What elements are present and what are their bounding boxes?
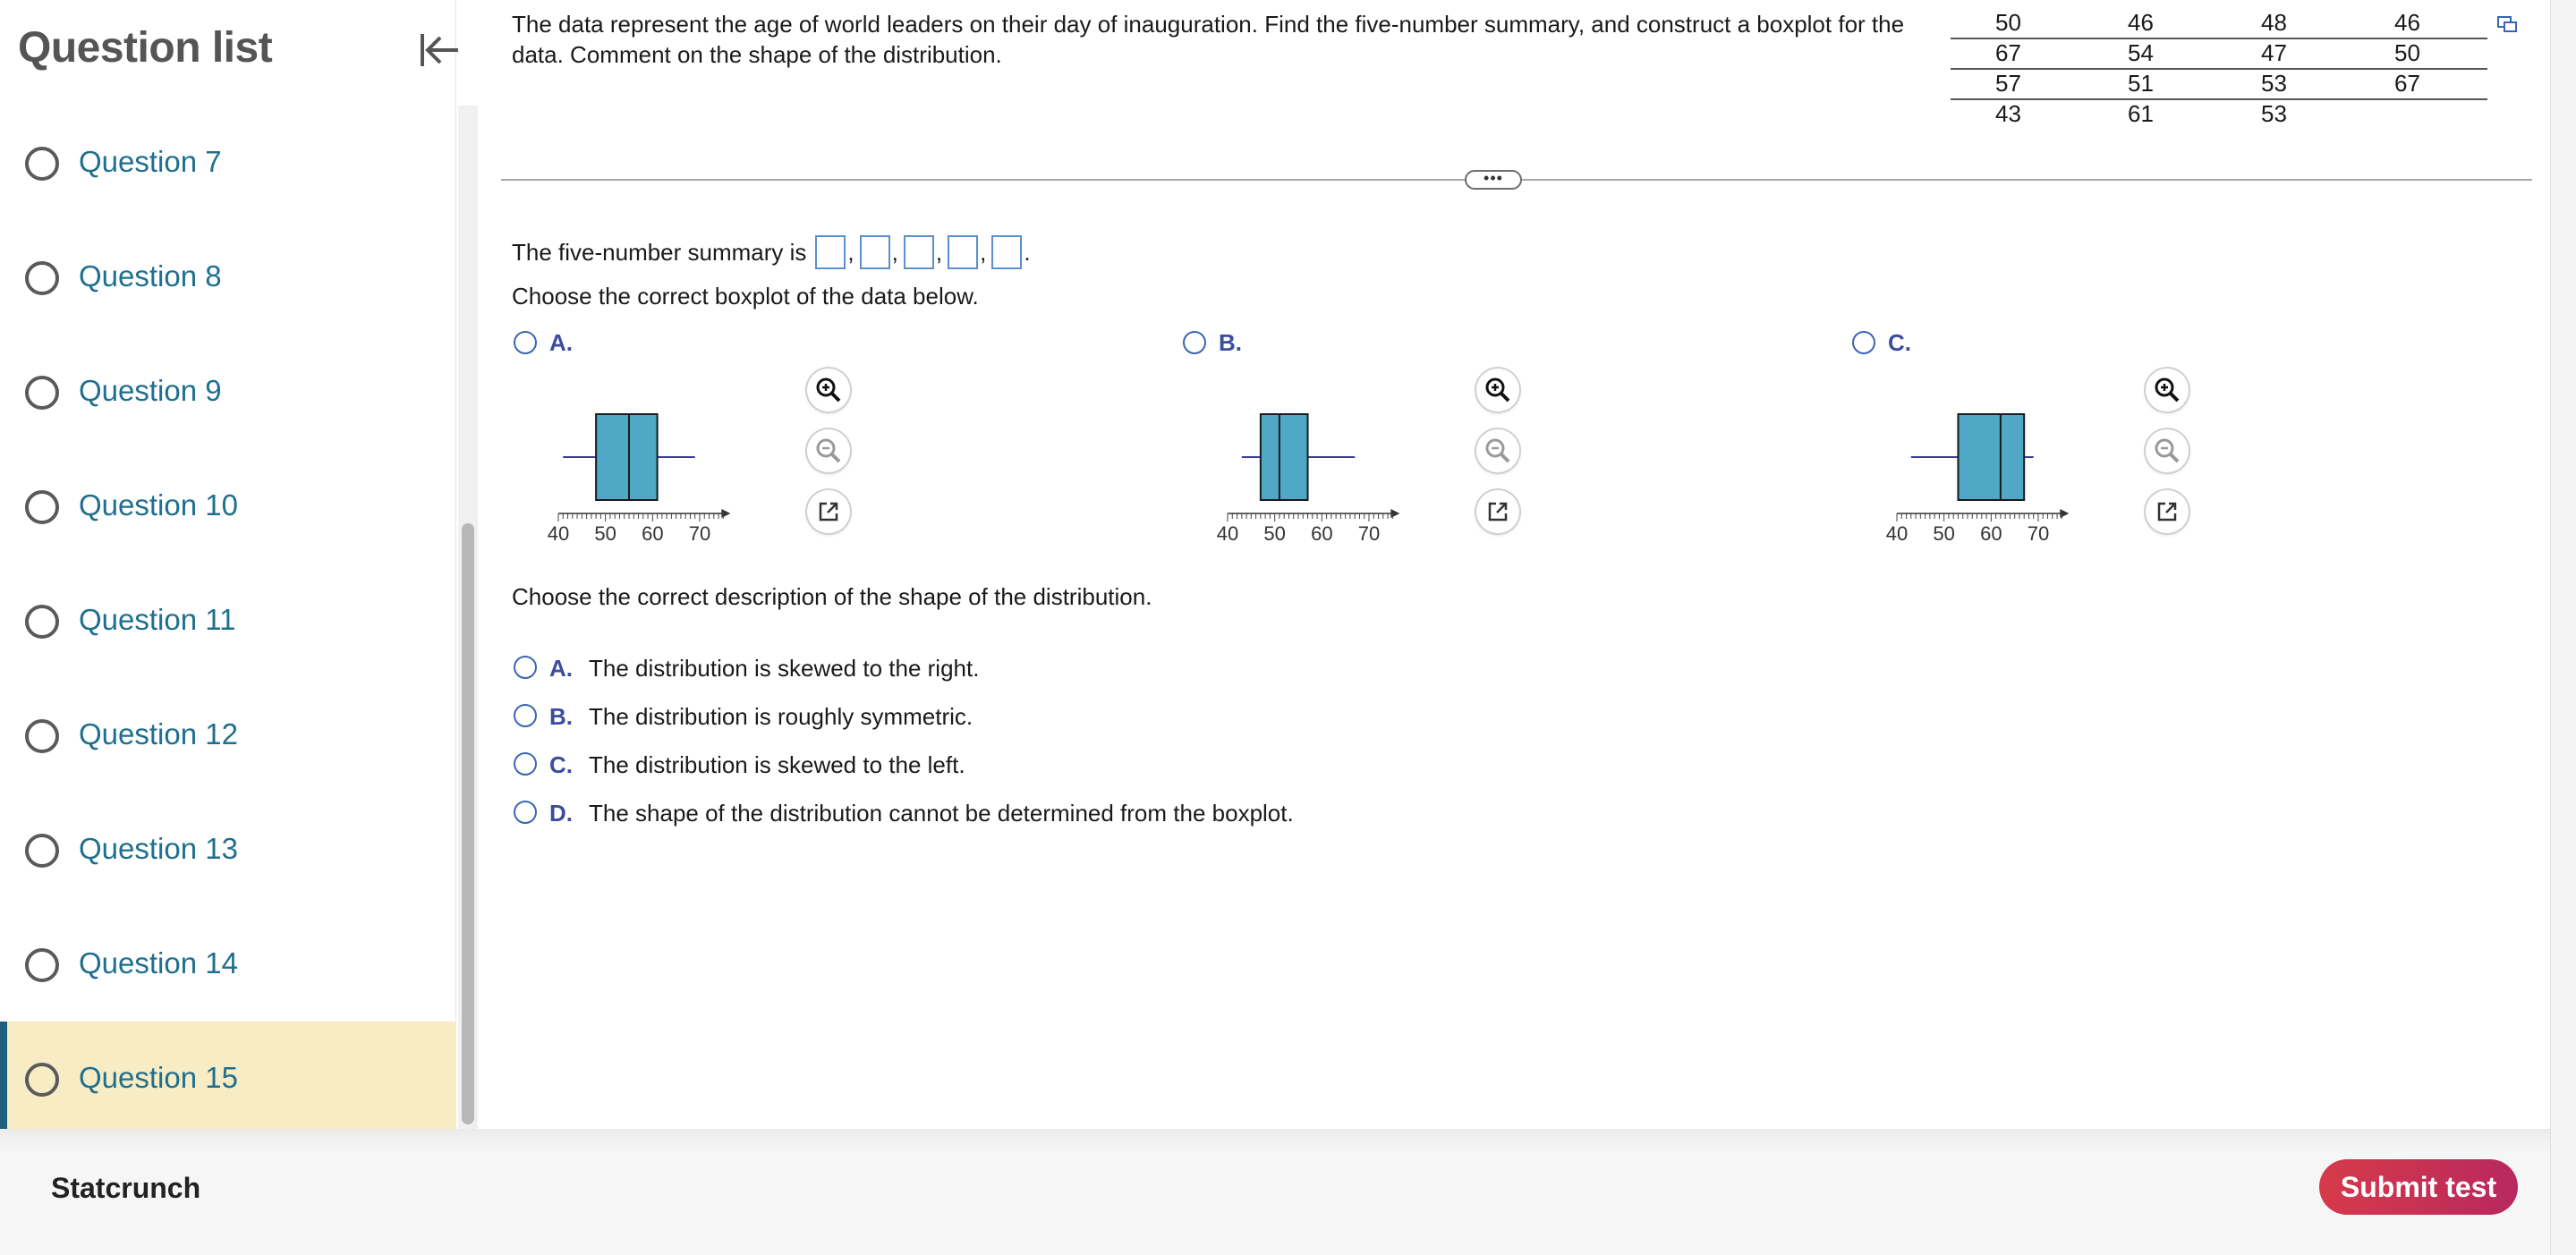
comma: , [935,238,943,266]
box-iqr [1958,414,2024,500]
axis-arrow [721,509,730,518]
zoom-in-icon [814,376,843,404]
boxplot-option-radio[interactable] [1183,331,1206,354]
shape-option-radio[interactable] [514,656,537,679]
data-table-cell: 53 [2261,100,2287,127]
shape-option[interactable] [514,796,1587,828]
zoom-out-button[interactable] [1476,429,1519,472]
statcrunch-link[interactable]: Statcrunch [51,1172,201,1204]
axis-tick-label: 60 [642,522,664,545]
data-table-cell: 61 [2128,100,2154,127]
status-circle-icon [25,376,59,410]
sidebar-title: Question list [18,24,273,72]
five-number-prefix: The five-number summary is [512,238,807,266]
shape-option-text: The distribution is skewed to the right. [589,655,980,682]
status-circle-icon [25,490,59,524]
data-table [1951,9,2487,131]
shape-option-radio[interactable] [514,752,537,776]
shape-option-letter: C. [549,751,573,778]
answer-q1-input[interactable] [860,235,890,269]
data-table-cell: 47 [2261,39,2287,66]
choose-shape-text: Choose the correct description of the shape of the distribution. [512,583,1152,610]
data-table-cell: 46 [2394,9,2420,36]
resize-handle[interactable]: ••• [1465,170,1522,190]
boxplot-option-letter: B. [1219,329,1242,356]
data-table-row [1951,70,2487,100]
external-link-icon [2155,499,2180,524]
external-link-icon [816,499,841,524]
question-list-item[interactable] [0,793,456,907]
axis-tick-label: 50 [1933,522,1955,545]
question-list-sidebar [0,0,456,1129]
footer-bar [0,1129,2550,1255]
axis-tick-label: 70 [2027,522,2050,545]
question-list-item[interactable] [0,1022,456,1129]
sidebar-header [0,0,456,106]
question-label: Question 8 [79,259,222,293]
question-label: Question 14 [79,946,238,979]
data-table-cell: 48 [2261,9,2287,36]
answer-median-input[interactable] [904,235,934,269]
status-circle-icon [25,605,59,639]
box-iqr [596,414,657,500]
boxplot-option [514,326,889,558]
question-list-item[interactable] [0,678,456,793]
axis-tick-label: 60 [1980,522,2002,545]
axis-tick-label: 40 [547,522,570,545]
zoom-in-icon [2153,376,2181,404]
zoom-out-button[interactable] [807,429,850,472]
shape-option[interactable] [514,748,1587,780]
question-label: Question 7 [79,145,222,178]
shape-option-radio[interactable] [514,704,537,727]
boxplot-option [1183,326,1559,558]
main-scrollbar[interactable] [2550,0,2576,1255]
question-panel [483,0,2550,1129]
shape-option-radio[interactable] [514,801,537,824]
data-table-cell: 53 [2261,70,2287,97]
data-table-cell: 51 [2128,70,2154,97]
question-label: Question 10 [79,488,238,522]
data-table-row [1951,9,2487,39]
shape-option-text: The distribution is skewed to the left. [589,751,965,778]
five-number-summary-line [512,234,1031,270]
zoom-in-button[interactable] [1476,369,1519,411]
period: . [1024,238,1031,266]
axis-tick-label: 40 [1885,522,1909,545]
question-list-item[interactable] [0,106,456,220]
zoom-out-icon [1484,437,1512,465]
status-circle-icon [25,147,59,181]
question-list-item[interactable] [0,564,456,678]
open-new-window-button[interactable] [2146,490,2189,533]
status-circle-icon [25,948,59,982]
data-table-cell: 43 [1995,100,2021,127]
axis-tick-label: 60 [1311,522,1333,545]
collapse-left-icon [413,27,463,73]
boxplot-option-radio[interactable] [1852,331,1875,354]
axis-tick-label: 70 [1357,522,1381,545]
boxplot-option-radio[interactable] [514,331,537,354]
data-table-cell: 50 [2394,39,2420,66]
shape-option-text: The distribution is roughly symmetric. [589,703,973,730]
shape-option[interactable] [514,700,1587,732]
zoom-out-button[interactable] [2146,429,2189,472]
external-link-icon [1485,499,1510,524]
sidebar-scroll-thumb[interactable] [462,523,474,1124]
boxplot-option-letter: C. [1888,329,1911,356]
zoom-in-icon [1484,376,1512,404]
question-label: Question 9 [79,374,222,407]
shape-option-letter: A. [549,655,573,682]
question-label: Question 13 [79,832,238,865]
question-label: Question 11 [79,603,236,636]
zoom-out-icon [814,437,843,465]
shape-option-text: The shape of the distribution cannot be determined from the boxplot. [589,800,1294,827]
zoom-out-icon [2153,437,2181,465]
comma: , [847,238,854,266]
open-new-window-button[interactable] [807,490,850,533]
answer-q3-input[interactable] [948,235,978,269]
comma: , [891,238,898,266]
question-list-item[interactable] [0,449,456,564]
data-table-cell: 67 [2394,70,2420,97]
data-table-cell: 46 [2128,9,2154,36]
data-table-cell: 67 [1995,39,2021,66]
question-list-item[interactable] [0,907,456,1022]
open-new-window-button[interactable] [1476,490,1519,533]
zoom-in-button[interactable] [807,369,850,411]
boxplot-option [1852,326,2228,558]
data-table-cell: 54 [2128,39,2154,66]
question-list-item[interactable] [0,220,456,335]
choose-boxplot-text: Choose the correct boxplot of the data below. [512,283,979,310]
answer-max-input[interactable] [991,235,1022,269]
status-circle-icon [25,719,59,753]
submit-test-button[interactable]: Submit test [2319,1159,2518,1215]
shape-option[interactable] [514,651,1587,683]
box-iqr [1261,414,1308,500]
status-circle-icon [25,834,59,868]
shape-option-letter: D. [549,800,573,827]
popout-icon [2496,14,2518,34]
boxplot-option-letter: A. [549,329,573,356]
axis-arrow [2060,509,2069,518]
axis-tick-label: 50 [1263,522,1286,545]
comma: , [980,238,987,266]
axis-tick-label: 50 [594,522,616,545]
axis-tick-label: 40 [1216,522,1239,545]
data-table-row [1951,100,2487,131]
question-prompt: The data represent the age of world leaders on their day of inauguration. Find the five-number summary, and construct a boxplot for the data. Comment on the shape of the distribution. [512,11,1905,68]
zoom-in-button[interactable] [2146,369,2189,411]
question-list [0,106,456,1129]
axis-tick-label: 70 [688,522,711,545]
question-list-item[interactable] [0,335,456,449]
data-table-row [1951,39,2487,70]
status-circle-icon [25,1063,59,1097]
answer-min-input[interactable] [815,235,846,269]
question-label: Question 15 [79,1061,238,1094]
data-table-cell: 57 [1995,70,2021,97]
data-table-cell: 50 [1995,9,2021,36]
shape-option-letter: B. [549,703,573,730]
collapse-sidebar-button[interactable] [413,27,463,73]
popout-data-button[interactable] [2496,14,2518,34]
question-label: Question 12 [79,717,238,750]
status-circle-icon [25,261,59,295]
